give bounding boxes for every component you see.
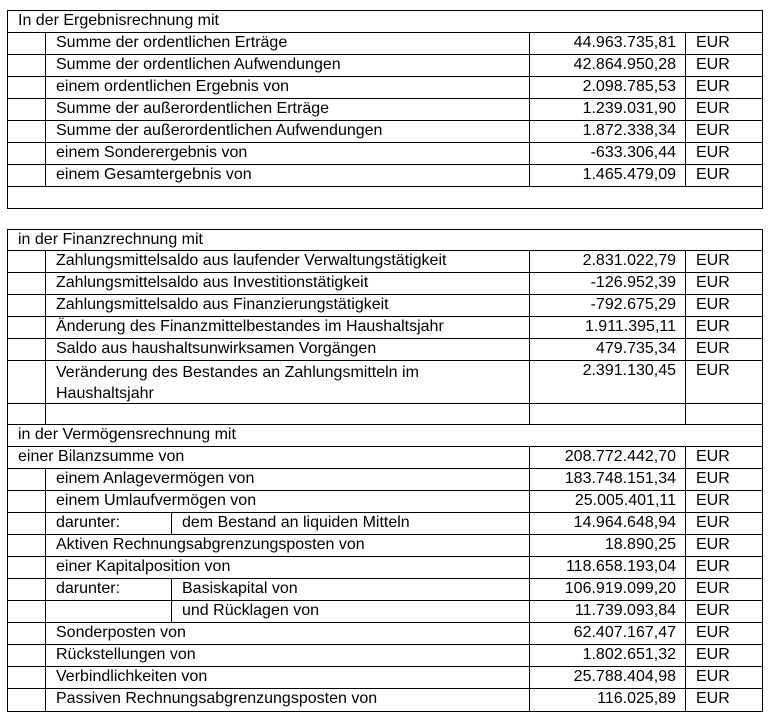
row-value: -633.306,44 (590, 144, 676, 161)
row-value: 25.788.404,98 (573, 668, 676, 685)
ergebnisrechnung-table (7, 10, 763, 208)
row-unit: EUR (696, 580, 730, 597)
row-unit: EUR (696, 34, 730, 51)
row-label: Summe der ordentlichen Aufwendungen (56, 56, 341, 73)
row-value: 1.911.395,11 (584, 318, 676, 335)
row-label: Veränderung des Bestandes an Zahlungsmitteln im Haushaltsjahr (56, 364, 419, 402)
section-header (7, 229, 763, 251)
row-value: 1.239.031,90 (582, 100, 676, 117)
table-row (7, 360, 763, 404)
row-value: 2.098.785,53 (582, 78, 676, 95)
table-row (7, 534, 763, 557)
table-row (7, 142, 763, 165)
row-unit: EUR (696, 602, 730, 619)
empty-row (7, 403, 763, 425)
table-row (7, 294, 763, 317)
row-unit: EUR (696, 362, 730, 379)
row-unit: EUR (696, 492, 730, 509)
row-label: einem Umlaufvermögen von (56, 492, 257, 509)
table-row (7, 600, 763, 623)
row-value: 11.739.093,84 (574, 602, 676, 619)
section-title: in der Finanzrechnung mit (18, 231, 203, 248)
row-prefix: darunter: (56, 580, 121, 597)
row-unit: EUR (696, 100, 730, 117)
row-value: -792.675,29 (590, 296, 676, 313)
row-unit: EUR (696, 274, 730, 291)
row-value: 42.864.950,28 (573, 56, 676, 73)
table-row (7, 468, 763, 491)
row-label: einer Bilanzsumme von (18, 448, 185, 465)
row-unit: EUR (696, 558, 730, 575)
row-unit: EUR (696, 536, 730, 553)
row-value: 2.831.022,79 (582, 252, 676, 269)
row-label: Summe der außerordentlichen Aufwendungen (56, 122, 383, 139)
row-label: Rückstellungen von (56, 646, 196, 663)
section-header (7, 10, 763, 33)
row-unit: EUR (696, 122, 730, 139)
row-unit: EUR (696, 470, 730, 487)
row-value: 14.964.648,94 (573, 514, 676, 531)
row-unit: EUR (696, 144, 730, 161)
row-unit: EUR (696, 514, 730, 531)
row-value: 118.658.193,04 (565, 558, 676, 575)
row-label: Änderung des Finanzmittelbestandes im Haushaltsjahr (56, 318, 444, 335)
row-value: 1.802.651,32 (582, 646, 676, 663)
row-value: 25.005.401,11 (574, 492, 676, 509)
row-unit: EUR (696, 56, 730, 73)
row-value: 183.748.151,34 (564, 470, 676, 487)
table-row (7, 98, 763, 121)
row-label: einem Gesamtergebnis von (56, 166, 252, 183)
finanz-vermoegen-table (7, 229, 763, 709)
row-unit: EUR (696, 252, 730, 269)
row-value: 2.391.130,45 (582, 362, 676, 379)
table-row (7, 446, 763, 469)
row-unit: EUR (696, 668, 730, 685)
row-value: 1.872.338,34 (582, 122, 676, 139)
row-unit: EUR (696, 340, 730, 357)
row-label: einer Kapitalposition von (56, 558, 231, 575)
row-label: Zahlungsmittelsaldo aus laufender Verwaltungstätigkeit (56, 252, 447, 269)
row-value: 106.919.099,20 (564, 580, 676, 597)
row-label: einem ordentlichen Ergebnis von (56, 78, 290, 95)
table-row (7, 250, 763, 273)
table-row (7, 272, 763, 295)
row-label: dem Bestand an liquiden Mitteln (182, 514, 410, 531)
row-unit: EUR (696, 296, 730, 313)
table-row (7, 32, 763, 55)
row-value: 44.963.735,81 (573, 34, 676, 51)
row-value: 1.465.479,09 (582, 166, 676, 183)
table-row (7, 512, 763, 535)
row-label: Summe der außerordentlichen Erträge (56, 100, 330, 117)
table-row (7, 338, 763, 361)
row-unit: EUR (696, 624, 730, 641)
table-row (7, 688, 763, 712)
table-row (7, 666, 763, 689)
row-label: Zahlungsmittelsaldo aus Finanzierungstätigkeit (56, 296, 389, 313)
row-value: -126.952,39 (590, 274, 676, 291)
section-title: in der Vermögensrechnung mit (18, 426, 236, 443)
row-unit: EUR (696, 448, 730, 465)
section-title: In der Ergebnisrechnung mit (18, 12, 219, 29)
table-row (7, 644, 763, 667)
row-label: Sonderposten von (56, 624, 186, 641)
row-unit: EUR (696, 318, 730, 335)
row-value: 116.025,89 (597, 690, 676, 707)
row-prefix: darunter: (56, 514, 121, 531)
row-label: einem Sonderergebnis von (56, 144, 248, 161)
table-row (7, 54, 763, 77)
row-label: Aktiven Rechnungsabgrenzungsposten von (56, 536, 365, 553)
row-label: einem Anlagevermögen von (56, 470, 255, 487)
row-label: Summe der ordentlichen Erträge (56, 34, 288, 51)
row-label: Passiven Rechnungsabgrenzungsposten von (56, 690, 378, 707)
row-label: Saldo aus haushaltsunwirksamen Vorgängen (56, 340, 377, 357)
row-label: Zahlungsmittelsaldo aus Investitionstätigkeit (56, 274, 369, 291)
empty-row (7, 186, 763, 209)
row-unit: EUR (696, 166, 730, 183)
row-value: 479.735,34 (595, 340, 676, 357)
row-value: 18.890,25 (604, 536, 676, 553)
table-row (7, 316, 763, 339)
table-row (7, 76, 763, 99)
row-unit: EUR (696, 690, 730, 707)
table-row (7, 490, 763, 513)
row-label: und Rücklagen von (182, 602, 319, 619)
table-row (7, 622, 763, 645)
row-value: 62.407.167,47 (573, 624, 676, 641)
table-row (7, 556, 763, 579)
row-label: Basiskapital von (182, 580, 298, 597)
row-unit: EUR (696, 78, 730, 95)
table-row (7, 120, 763, 143)
table-row (7, 164, 763, 187)
table-row (7, 578, 763, 601)
section-header (7, 424, 763, 447)
row-unit: EUR (696, 646, 730, 663)
row-value: 208.772.442,70 (564, 448, 676, 465)
row-label: Verbindlichkeiten von (56, 668, 208, 685)
